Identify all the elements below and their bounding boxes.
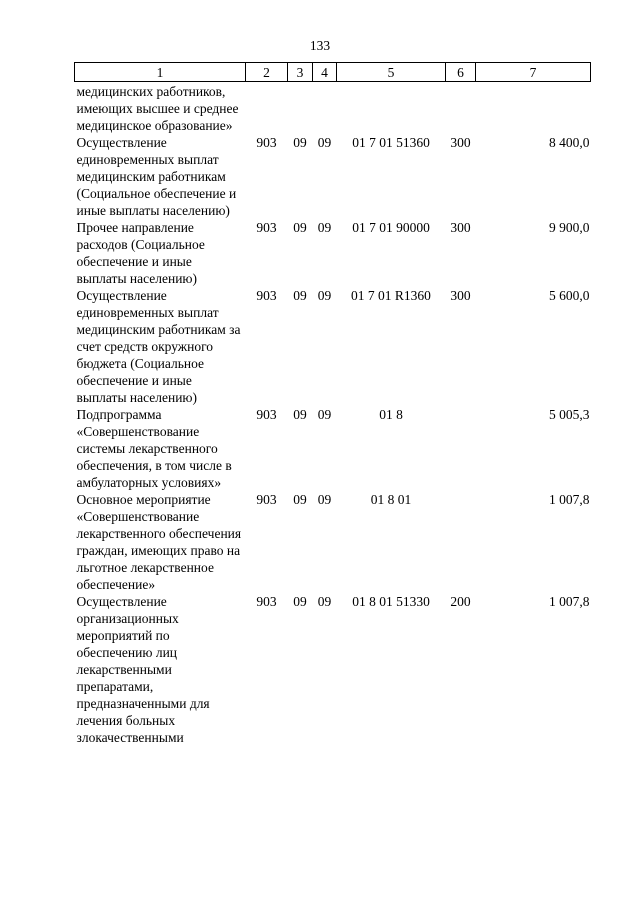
row-sum: 8 400,0 [549,135,590,150]
row-rz: 09 [293,135,307,150]
row-sum: 1 007,8 [549,492,590,507]
row-csr: 01 7 01 51360 [352,135,430,150]
table-row [75,406,591,491]
row-vr: 300 [450,220,471,235]
row-ved [246,82,288,135]
row-pr: 09 [317,492,332,507]
row-name: Осуществление единовременных выплат медицинским работникам за счет средств окружного бюджета (Социальное обеспечение и иные выплаты населению) [76,288,241,405]
row-pr: 09 [317,407,332,422]
row-sum: 5 600,0 [549,288,590,303]
row-ved: 903 [256,407,277,422]
header-col-7: 7 [476,63,591,82]
row-vr: 300 [450,135,471,150]
header-col-1: 1 [75,63,246,82]
row-rz [288,82,313,135]
row-ved: 903 [256,594,277,609]
row-vr [446,82,476,135]
row-rz: 09 [293,288,307,303]
row-pr: 09 [317,135,332,150]
table-row [75,219,591,287]
row-sum: 1 007,8 [549,594,590,609]
row-pr: 09 [317,220,332,235]
row-name: медицинских работников, имеющих высшее и среднее медицинское образование» [76,84,239,133]
row-vr: 300 [450,288,471,303]
row-vr [446,406,476,491]
header-col-6: 6 [446,63,476,82]
row-vr [446,491,476,593]
row-rz: 09 [293,220,307,235]
row-csr: 01 7 01 R1360 [351,288,431,303]
row-ved: 903 [256,220,277,235]
row-csr: 01 7 01 90000 [352,220,430,235]
row-pr [313,82,337,135]
budget-table [74,62,591,746]
row-sum [476,82,591,135]
header-col-2: 2 [246,63,288,82]
table-row [75,491,591,593]
row-sum: 5 005,3 [549,407,590,422]
row-pr: 09 [317,594,332,609]
header-col-4: 4 [313,63,337,82]
row-rz: 09 [293,594,307,609]
header-col-3: 3 [288,63,313,82]
row-name: Подпрограмма «Совершенствование системы лекарственного обеспечения, в том числе в амбулаторных условиях» [76,407,232,490]
row-name: Осуществление единовременных выплат медицинским работникам (Социальное обеспечение и иные выплаты населению) [76,135,237,218]
row-ved: 903 [256,492,277,507]
table-row [75,82,591,135]
row-rz: 09 [293,407,307,422]
row-rz: 09 [293,492,307,507]
row-ved: 903 [256,135,277,150]
row-csr: 01 8 [379,407,403,422]
table-row [75,287,591,406]
row-name: Осуществление организационных мероприятий по обеспечению лиц лекарственными препаратами, предназначенными для лечения больных злокачественными [76,594,210,745]
table-row [75,593,591,746]
table-row [75,134,591,219]
header-row [75,63,591,82]
row-csr: 01 8 01 51330 [352,594,430,609]
row-pr: 09 [317,288,332,303]
row-vr: 200 [450,594,471,609]
row-name: Прочее направление расходов (Социальное обеспечение и иные выплаты населению) [76,220,205,286]
row-sum: 9 900,0 [549,220,590,235]
header-col-5: 5 [337,63,446,82]
page-number: 133 [309,38,331,53]
row-csr: 01 8 01 [370,492,412,507]
row-ved: 903 [256,288,277,303]
row-csr [337,82,446,135]
row-name: Основное мероприятие «Совершенствование лекарственного обеспечения граждан, имеющих право на льготное лекарственное обеспечение» [76,492,242,592]
